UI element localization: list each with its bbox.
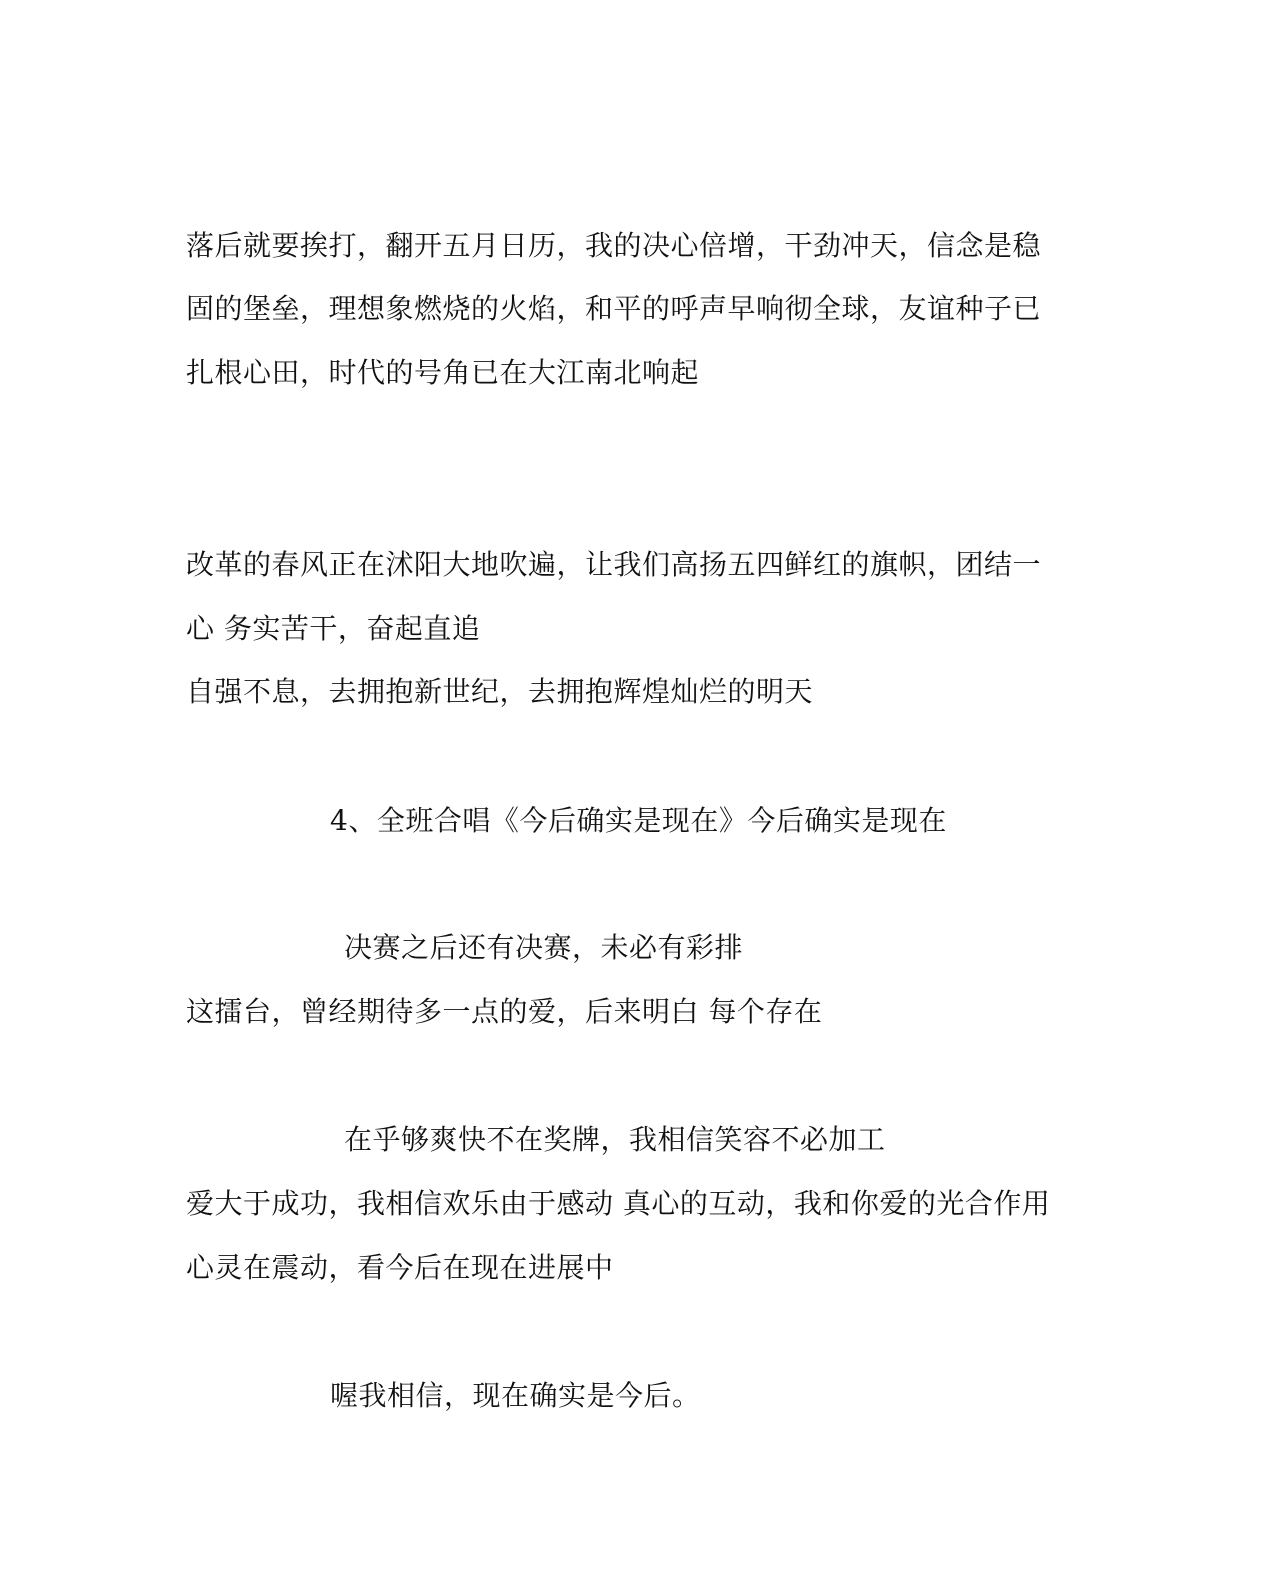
paragraph-line: 落后就要挨打，翻开五月日历，我的决心倍增，干劲冲天，信念是稳	[186, 229, 1042, 262]
paragraph-line: 扎根心田，时代的号角已在大江南北响起	[186, 356, 700, 389]
paragraph-line: 改革的春风正在沭阳大地吹遍，让我们高扬五四鲜红的旗帜，团结一	[186, 548, 1042, 581]
paragraph-line: 自强不息，去拥抱新世纪，去拥抱辉煌灿烂的明天	[186, 675, 814, 708]
lyric-line: 心灵在震动，看今后在现在进展中	[186, 1251, 614, 1284]
lyric-line: 决赛之后还有决赛，未必有彩排	[344, 931, 744, 964]
lyric-line: 喔我相信，现在确实是今后。	[330, 1379, 701, 1412]
paragraph-line: 固的堡垒，理想象燃烧的火焰，和平的呼声早响彻全球，友谊种子已	[186, 292, 1042, 325]
section-heading: 4、全班合唱《今后确实是现在》今后确实是现在	[330, 804, 947, 837]
lyric-line: 这擂台，曾经期待多一点的爱，后来明白 每个存在	[186, 995, 823, 1028]
paragraph-line: 心 务实苦干，奋起直追	[186, 612, 481, 645]
lyric-line: 在乎够爽快不在奖牌，我相信笑容不必加工	[344, 1123, 886, 1156]
lyric-line: 爱大于成功，我相信欢乐由于感动 真心的互动，我和你爱的光合作用	[186, 1187, 1051, 1220]
